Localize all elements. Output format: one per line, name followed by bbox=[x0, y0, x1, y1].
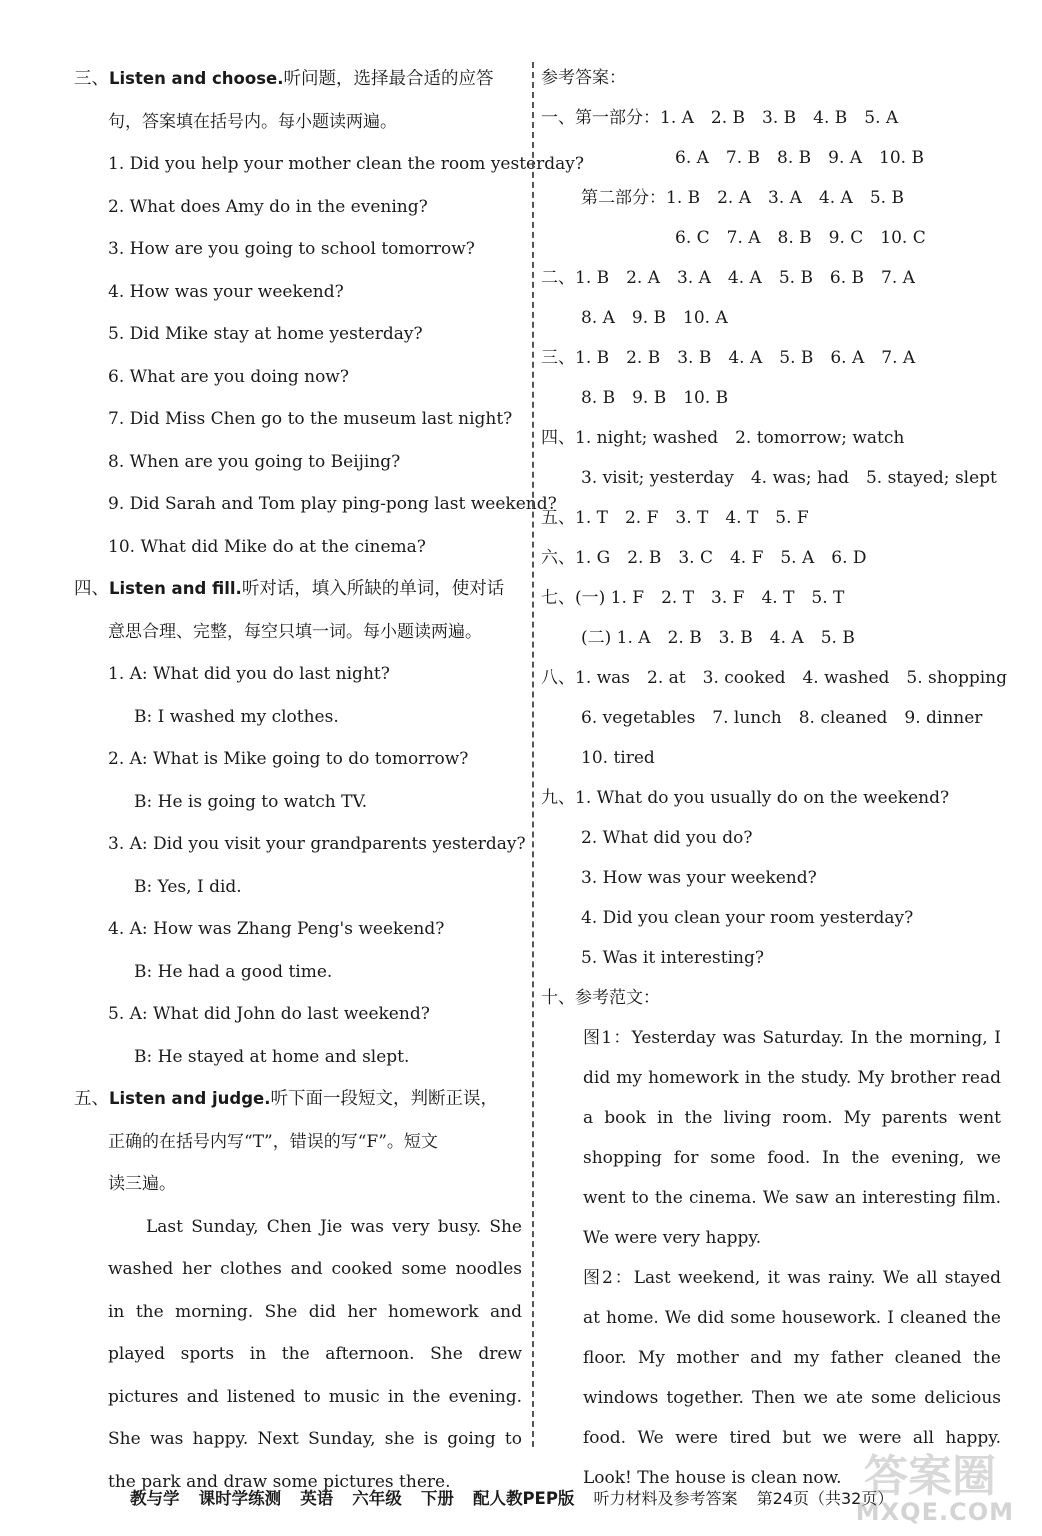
question-item: 8. When are you going to Beijing? bbox=[108, 451, 401, 472]
section-title-en: Listen and fill. bbox=[109, 579, 242, 598]
answer-line: 六、1. G 2. B 3. C 4. F 5. A 6. D bbox=[541, 548, 867, 568]
answer-line: 五、1. T 2. F 3. T 4. T 5. F bbox=[541, 508, 809, 528]
dialog-line-a: 1. A: What did you do last night? bbox=[108, 664, 390, 684]
dialog-line-b: B: He had a good time. bbox=[134, 961, 333, 982]
footer-section: 听力材料及参考答案 bbox=[593, 1489, 738, 1508]
footer-page-number: 第24页（共32页） bbox=[756, 1489, 894, 1508]
dialog-line-b: B: I washed my clothes. bbox=[134, 706, 339, 727]
answer-line: 6. C 7. A 8. B 9. C 10. C bbox=[675, 228, 926, 248]
section-5-instruction-cont: 正确的在括号内写“T”，错误的写“F”。短文 bbox=[108, 1131, 438, 1152]
section-3-questions bbox=[74, 143, 584, 568]
question-item: 1. Did you help your mother clean the room yesterday? bbox=[108, 154, 584, 174]
answer-line: 5. Was it interesting? bbox=[581, 948, 764, 968]
question-item: 2. What does Amy do in the evening? bbox=[108, 196, 428, 217]
section-instruction: 听问题，选择最合适的应答 bbox=[283, 69, 494, 89]
sample-essay-1: 图1：Yesterday was Saturday. In the morning, I did my homework in the study. My brother read a book in the living room. My parents went shopping for some food. In the evening, we went to the cinema. We saw an interesting film. We were very happy. bbox=[583, 1028, 1001, 1248]
answer-line: 3. How was your weekend? bbox=[581, 868, 817, 888]
answer-line: 八、1. was 2. at 3. cooked 4. washed 5. shopping bbox=[541, 668, 1007, 688]
answer-line: 一、第一部分：1. A 2. B 3. B 4. B 5. A bbox=[541, 108, 899, 128]
question-item: 5. Did Mike stay at home yesterday? bbox=[108, 324, 423, 344]
question-item: 9. Did Sarah and Tom play ping-pong last weekend? bbox=[108, 494, 557, 514]
answer-line: 3. visit; yesterday 4. was; had 5. stayed; slept bbox=[581, 468, 997, 488]
answer-line: (二) 1. A 2. B 3. B 4. A 5. B bbox=[581, 628, 855, 648]
answer-key-lines bbox=[541, 98, 1011, 1018]
footer-volume: 下册 bbox=[420, 1489, 454, 1508]
answer-line: 三、1. B 2. B 3. B 4. A 5. B 6. A 7. A bbox=[541, 348, 916, 368]
question-item: 10. What did Mike do at the cinema? bbox=[108, 536, 426, 557]
section-title-en: Listen and choose. bbox=[109, 69, 284, 88]
question-item: 3. How are you going to school tomorrow? bbox=[108, 239, 475, 259]
dialog-line-a: 5. A: What did John do last weekend? bbox=[108, 1004, 430, 1024]
section-5-heading bbox=[74, 1078, 526, 1121]
answer-line: 2. What did you do? bbox=[581, 828, 753, 848]
answer-key-title: 参考答案： bbox=[541, 68, 626, 88]
section-number: 三、 bbox=[74, 69, 109, 89]
footer-grade: 六年级 bbox=[352, 1489, 402, 1508]
footer-series: 课时学练测 bbox=[198, 1489, 282, 1508]
section-number: 四、 bbox=[74, 579, 109, 599]
answer-line: 第二部分：1. B 2. A 3. A 4. A 5. B bbox=[581, 188, 904, 208]
section-4-dialogs bbox=[74, 653, 526, 1078]
section-5-instruction-cont-2: 读三遍。 bbox=[108, 1174, 176, 1194]
answer-line: 二、1. B 2. A 3. A 4. A 5. B 6. B 7. A bbox=[541, 268, 915, 288]
dialog-line-a: 3. A: Did you visit your grandparents yesterday? bbox=[108, 834, 526, 854]
watermark-site: MXQE.COM bbox=[855, 1498, 1014, 1526]
answer-line: 七、(一) 1. F 2. T 3. F 4. T 5. T bbox=[541, 588, 845, 608]
answer-line: 8. B 9. B 10. B bbox=[581, 388, 729, 408]
question-item: 7. Did Miss Chen go to the museum last night? bbox=[108, 409, 513, 429]
answer-line: 十、参考范文： bbox=[541, 988, 660, 1008]
section-number: 五、 bbox=[74, 1089, 109, 1109]
footer-edition: 配人教PEP版 bbox=[472, 1489, 575, 1508]
dialog-line-b: B: He stayed at home and slept. bbox=[134, 1046, 410, 1067]
section-instruction: 听下面一段短文，判断正误， bbox=[270, 1089, 498, 1109]
section-3-heading bbox=[74, 58, 526, 101]
answer-line: 四、1. night; washed 2. tomorrow; watch bbox=[541, 428, 905, 448]
section-instruction: 听对话，填入所缺的单词，使对话 bbox=[241, 579, 505, 599]
dialog-line-b: B: He is going to watch TV. bbox=[134, 791, 368, 812]
dialog-line-b: B: Yes, I did. bbox=[134, 876, 242, 897]
answer-line: 6. A 7. B 8. B 9. A 10. B bbox=[675, 148, 924, 168]
dialog-line-a: 4. A: How was Zhang Peng's weekend? bbox=[108, 919, 445, 939]
footer-brand: 教与学 bbox=[130, 1489, 180, 1508]
right-column bbox=[541, 58, 1011, 1498]
answer-line: 4. Did you clean your room yesterday? bbox=[581, 908, 914, 928]
column-divider bbox=[532, 62, 534, 1447]
dialog-line-a: 2. A: What is Mike going to do tomorrow? bbox=[108, 749, 469, 769]
watermark-logo: 答案圈 bbox=[864, 1451, 996, 1502]
footer-subject: 英语 bbox=[300, 1489, 334, 1508]
question-item: 6. What are you doing now? bbox=[108, 366, 349, 387]
sample-essay-2: 图2：Last weekend, it was rainy. We all stayed at home. We did some housework. I cleaned the floor. My mother and my father cleaned the windows together. Then we ate some delicious food. We were tired but we were all happy. Look! The house is clean now. bbox=[583, 1268, 1001, 1488]
watermark bbox=[834, 1440, 1014, 1526]
section-3-instruction-cont: 句，答案填在括号内。每小题读两遍。 bbox=[108, 111, 397, 132]
listening-passage: Last Sunday, Chen Jie was very busy. She washed her clothes and cooked some noodles in the morning. She did her homework and played sports in the afternoon. She drew pictures and listened to music in the evening. She was happy. Next Sunday, she is going to the park and draw some pictures there. bbox=[108, 1216, 522, 1492]
answer-line: 6. vegetables 7. lunch 8. cleaned 9. dinner bbox=[581, 708, 983, 728]
answer-line: 8. A 9. B 10. A bbox=[581, 308, 728, 328]
answer-line: 10. tired bbox=[581, 748, 655, 768]
section-4-heading bbox=[74, 568, 526, 611]
section-4-instruction-cont: 意思合理、完整，每空只填一词。每小题读两遍。 bbox=[108, 621, 482, 642]
question-item: 4. How was your weekend? bbox=[108, 281, 344, 302]
section-title-en: Listen and judge. bbox=[109, 1089, 271, 1108]
answer-line: 九、1. What do you usually do on the weekend? bbox=[541, 788, 950, 808]
